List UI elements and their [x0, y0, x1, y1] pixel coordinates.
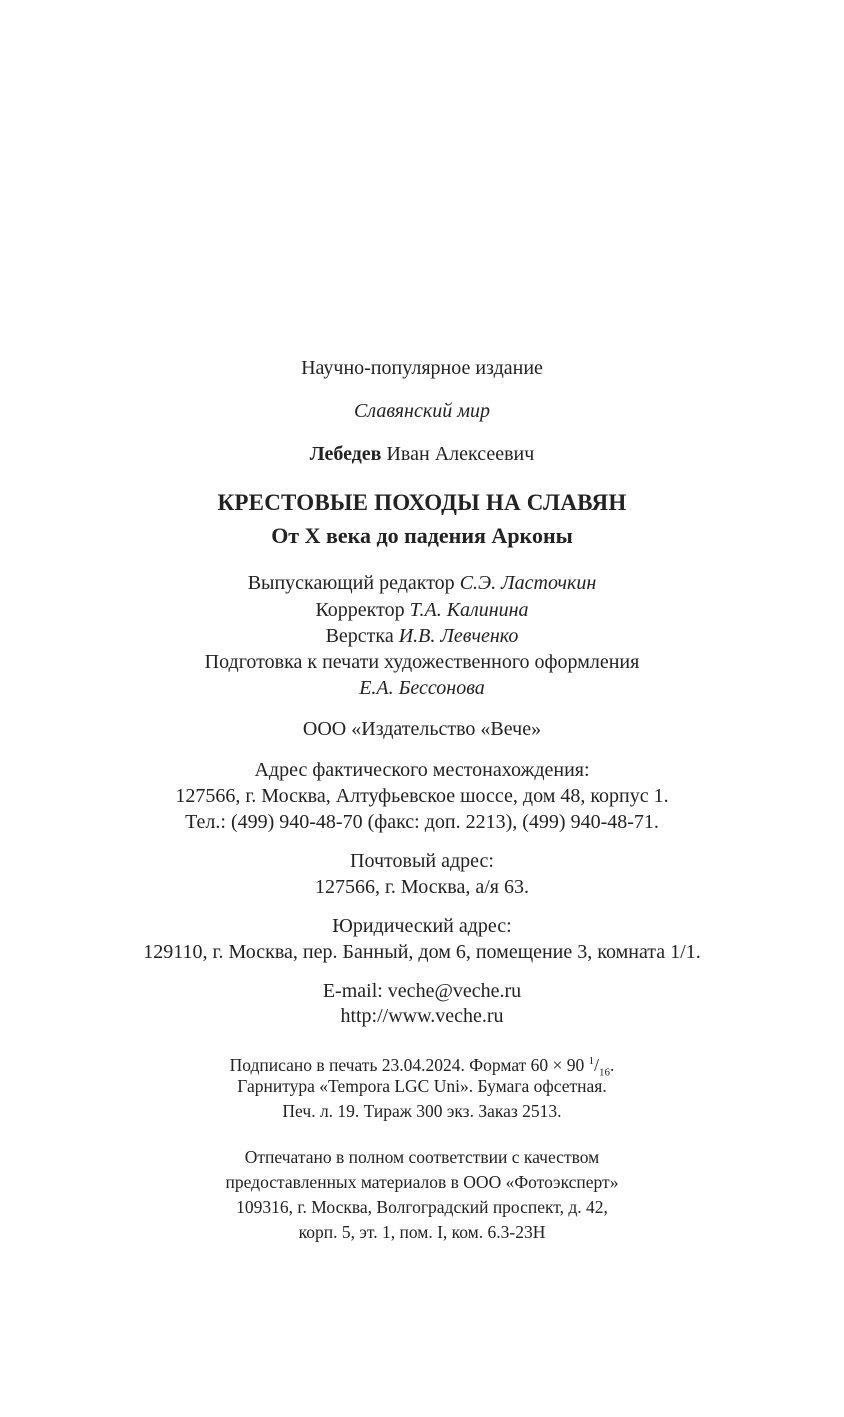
printer-info-line-3: 109316, г. Москва, Волгоградский проспект, д. 42, — [236, 1197, 608, 1217]
credit-prepress-person: Е.А. Бессонова — [359, 677, 485, 699]
print-info-line-3: Печ. л. 19. Тираж 300 экз. Заказ 2513. — [282, 1101, 562, 1121]
postal-address-label: Почтовый адрес: — [350, 850, 494, 872]
printer-info-line-4: корп. 5, эт. 1, пом. I, ком. 6.3-23Н — [298, 1222, 546, 1242]
print-info-line-1: Подписано в печать 23.04.2024. Формат 60 × 90 $^1/_{16}$. — [229, 1054, 615, 1079]
author-surname: Лебедев — [309, 443, 382, 465]
actual-address-line: 127566, г. Москва, Алтуфьевское шоссе, дом 48, корпус 1. — [175, 785, 669, 807]
author-name: Иван Алексеевич — [386, 443, 535, 465]
print-info-line-2: Гарнитура «Tempora LGC Uni». Бумага офсетная. — [237, 1076, 607, 1096]
legal-address-label: Юридический адрес: — [332, 915, 512, 937]
series-name: Славянский мир — [354, 400, 490, 422]
printer-info-line-2: предоставленных материалов в ООО «Фотоэксперт» — [225, 1172, 619, 1192]
book-subtitle: От X века до падения Арконы — [271, 523, 573, 548]
legal-address-line: 129110, г. Москва, пер. Банный, дом 6, помещение 3, комната 1/1. — [143, 941, 701, 963]
phone-line: Тел.: (499) 940-48-70 (факс: доп. 2213), (499) 940-48-71. — [185, 811, 659, 833]
website-line: http://www.veche.ru — [340, 1005, 504, 1027]
email-line: E-mail: veche@veche.ru — [322, 980, 522, 1002]
postal-address-line: 127566, г. Москва, а/я 63. — [314, 876, 529, 898]
credit-prepress-role: Подготовка к печати художественного оформления — [204, 651, 640, 673]
printer-info-line-1: Отпечатано в полном соответствии с качеством — [244, 1147, 600, 1167]
actual-address-label: Адрес фактического местонахождения: — [254, 759, 590, 781]
series-label: Научно-популярное издание — [301, 357, 543, 379]
credit-corrector: Корректор Т.А. Калинина — [315, 599, 529, 621]
publisher-name: ООО «Издательство «Вече» — [302, 718, 542, 740]
credit-editor: Выпускающий редактор С.Э. Ласточкин — [247, 572, 597, 594]
credit-layout: Верстка И.В. Левченко — [325, 625, 519, 647]
book-title: КРЕСТОВЫЕ ПОХОДЫ НА СЛАВЯН — [217, 490, 627, 515]
author-line — [0, 441, 844, 467]
